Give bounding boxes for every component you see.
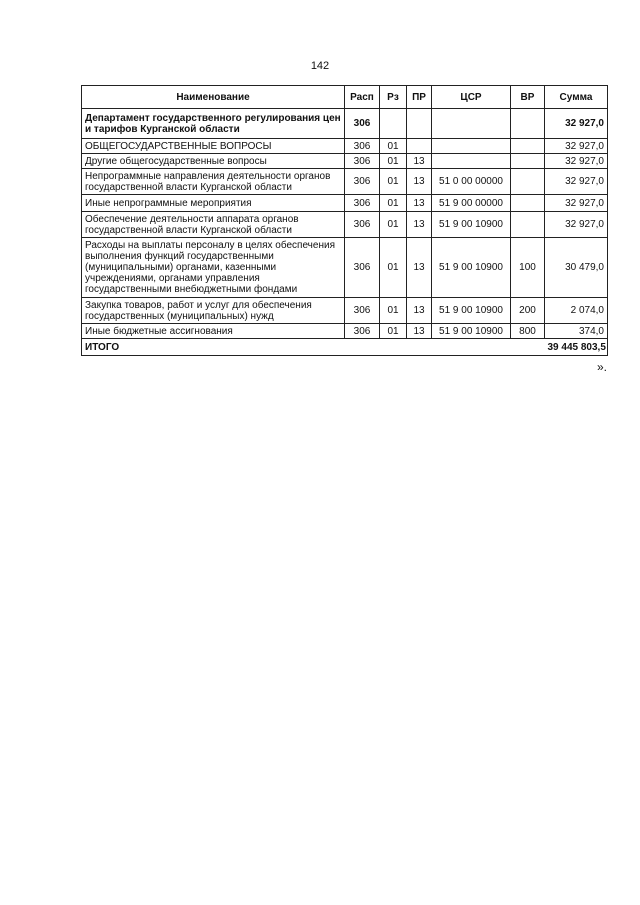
row-rz: 01 <box>380 298 407 324</box>
row-rz: 01 <box>380 169 407 195</box>
row-rasp: 306 <box>345 139 380 154</box>
header-rasp: Расп <box>345 86 380 109</box>
row-name: Расходы на выплаты персоналу в целях обеспечения выполнения функций государственными (муниципальными) органами, казенными учреждениями, органами управления государственными внебюджетными фондами <box>82 238 345 298</box>
header-sum: Сумма <box>545 86 608 109</box>
total-row <box>82 339 608 356</box>
row-name: Непрограммные направления деятельности органов государственной власти Курганской области <box>82 169 345 195</box>
total-label: ИТОГО <box>82 339 345 356</box>
row-sum: 30 479,0 <box>545 238 608 298</box>
row-vr <box>511 195 545 212</box>
row-rasp: 306 <box>345 195 380 212</box>
row-rasp: 306 <box>345 154 380 169</box>
row-rasp: 306 <box>345 324 380 339</box>
row-pr: 13 <box>407 238 432 298</box>
budget-table <box>81 85 608 356</box>
row-name: Другие общегосударственные вопросы <box>82 154 345 169</box>
table-row <box>82 324 608 339</box>
row-csr: 51 9 00 00000 <box>432 195 511 212</box>
row-name: Иные непрограммные мероприятия <box>82 195 345 212</box>
row-csr: 51 9 00 10900 <box>432 298 511 324</box>
row-csr: 51 9 00 10900 <box>432 212 511 238</box>
table-row <box>82 238 608 298</box>
row-name: Обеспечение деятельности аппарата органов государственной власти Курганской области <box>82 212 345 238</box>
row-rz: 01 <box>380 195 407 212</box>
row-vr <box>511 169 545 195</box>
row-name: ОБЩЕГОСУДАРСТВЕННЫЕ ВОПРОСЫ <box>82 139 345 154</box>
row-pr <box>407 139 432 154</box>
row-name: Закупка товаров, работ и услуг для обеспечения государственных (муниципальных) нужд <box>82 298 345 324</box>
row-rz: 01 <box>380 139 407 154</box>
table-row <box>82 298 608 324</box>
row-vr <box>511 109 545 139</box>
table-row <box>82 169 608 195</box>
row-sum: 2 074,0 <box>545 298 608 324</box>
row-sum: 32 927,0 <box>545 169 608 195</box>
row-csr <box>432 109 511 139</box>
total-sum: 39 445 803,5 <box>545 339 608 356</box>
row-rasp: 306 <box>345 109 380 139</box>
row-csr: 51 9 00 10900 <box>432 324 511 339</box>
row-csr <box>432 139 511 154</box>
row-pr: 13 <box>407 298 432 324</box>
row-csr: 51 0 00 00000 <box>432 169 511 195</box>
row-vr <box>511 139 545 154</box>
row-vr <box>511 154 545 169</box>
row-sum: 32 927,0 <box>545 195 608 212</box>
row-vr: 800 <box>511 324 545 339</box>
row-name: Иные бюджетные ассигнования <box>82 324 345 339</box>
table-row <box>82 212 608 238</box>
table-row <box>82 109 608 139</box>
row-sum: 374,0 <box>545 324 608 339</box>
row-pr: 13 <box>407 195 432 212</box>
row-rasp: 306 <box>345 212 380 238</box>
row-vr: 200 <box>511 298 545 324</box>
header-name: Наименование <box>82 86 345 109</box>
row-rasp: 306 <box>345 298 380 324</box>
header-vr: ВР <box>511 86 545 109</box>
row-rasp: 306 <box>345 238 380 298</box>
row-pr: 13 <box>407 154 432 169</box>
header-pr: ПР <box>407 86 432 109</box>
row-vr <box>511 212 545 238</box>
row-csr: 51 9 00 10900 <box>432 238 511 298</box>
row-csr <box>432 154 511 169</box>
row-rasp: 306 <box>345 169 380 195</box>
row-rz: 01 <box>380 154 407 169</box>
row-rz: 01 <box>380 212 407 238</box>
row-name: Департамент государственного регулирования цен и тарифов Курганской области <box>82 109 345 139</box>
header-rz: Рз <box>380 86 407 109</box>
table-row <box>82 195 608 212</box>
row-rz: 01 <box>380 324 407 339</box>
row-vr: 100 <box>511 238 545 298</box>
row-sum: 32 927,0 <box>545 139 608 154</box>
table-header-row <box>82 86 608 109</box>
row-pr: 13 <box>407 169 432 195</box>
row-rz <box>380 109 407 139</box>
table-row <box>82 154 608 169</box>
row-pr: 13 <box>407 212 432 238</box>
row-sum: 32 927,0 <box>545 212 608 238</box>
row-rz: 01 <box>380 238 407 298</box>
closing-quote-mark: ». <box>597 360 608 374</box>
header-csr: ЦСР <box>432 86 511 109</box>
page-number: 142 <box>310 60 330 72</box>
row-pr: 13 <box>407 324 432 339</box>
row-sum: 32 927,0 <box>545 154 608 169</box>
table-row <box>82 139 608 154</box>
row-pr <box>407 109 432 139</box>
row-sum: 32 927,0 <box>545 109 608 139</box>
